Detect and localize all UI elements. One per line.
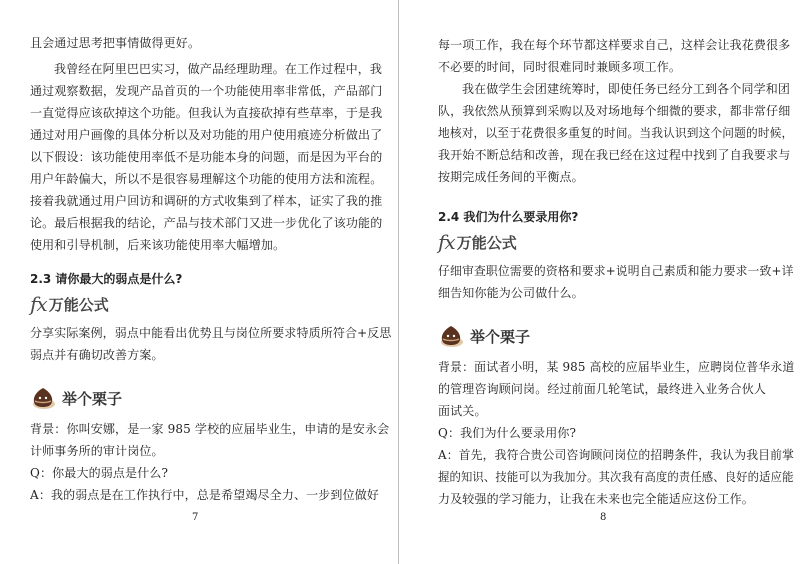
example-line: 握的知识、技能可以为我加分。其次我有高度的责任感、良好的适应能 — [438, 470, 794, 484]
body-line: 每一项工作，我在每个环节都这样要求自己，这样会让我花费很多 — [438, 38, 791, 52]
section-heading: 2.3 请你最大的弱点是什么? — [30, 272, 183, 286]
example-line: 计师事务所的审计岗位。 — [30, 444, 164, 458]
example-label: 举个栗子 — [62, 389, 123, 408]
formula-title — [30, 292, 109, 316]
page-gutter — [398, 0, 399, 564]
example-line: 背景：你叫安娜，是一家 985 学校的应届毕业生，申请的是安永会 — [30, 422, 390, 436]
example-line: 力及较强的学习能力，让我在未来也完全能适应这份工作。 — [438, 492, 754, 506]
body-line: 且会通过思考把事情做得更好。 — [30, 36, 201, 50]
formula-line: 分享实际案例，弱点中能看出优势且与岗位所要求特质所符合+反思 — [30, 326, 392, 340]
body-line: 我开始不断总结和改善，现在我已经在这过程中找到了自我要求与 — [438, 148, 791, 162]
body-line: 接着我就通过用户回访和调研的方式收集到了样本，证实了我的推 — [30, 194, 383, 208]
formula-icon: fx — [30, 292, 47, 316]
example-line: 背景：面试者小明，某 985 高校的应届毕业生，应聘岗位普华永道 — [438, 360, 795, 374]
example-label: 举个栗子 — [470, 327, 531, 346]
body-line: 通过对用户画像的具体分析以及对功能的用户使用痕迹分析做出了 — [30, 128, 383, 142]
right-page — [400, 0, 800, 564]
body-line: 不必要的时间，同时很难同时兼顾多项工作。 — [438, 60, 682, 74]
formula-label: 万能公式 — [456, 233, 517, 252]
section-heading: 2.4 我们为什么要录用你? — [438, 210, 579, 224]
chestnut-icon — [30, 386, 56, 410]
example-line: A：我的弱点是在工作执行中，总是希望竭尽全力、一步到位做好 — [30, 488, 380, 502]
example-line: Q：我们为什么要录用你? — [438, 426, 577, 440]
example-line: 的管理咨询顾问岗。经过前面几轮笔试，最终进入业务合伙人 — [438, 382, 767, 396]
formula-line: 细告知你能为公司做什么。 — [438, 286, 584, 300]
body-line: 队，我依然从预算到采购以及对场地每个细微的要求，都非常仔细 — [438, 104, 791, 118]
body-line: 按期完成任务间的平衡点。 — [438, 170, 584, 184]
example-title — [438, 322, 530, 350]
body-line: 用户年龄偏大，所以不是很容易理解这个功能的使用方法和流程。 — [30, 172, 383, 186]
body-line: 论。最后根据我的结论，产品与技术部门又进一步优化了该功能的 — [30, 216, 383, 230]
body-line: 通过观察数据，发现产品首页的一个功能使用率非常低，产品部门 — [30, 84, 383, 98]
body-line: 我在做学生会团建统筹时，即使任务已经分工到各个同学和团 — [462, 82, 791, 96]
body-line: 一直觉得应该砍掉这个功能。但我认为直接砍掉有些草率，于是我 — [30, 106, 383, 120]
example-line: Q：你最大的弱点是什么? — [30, 466, 169, 480]
chestnut-icon — [438, 324, 464, 348]
formula-line: 仔细审查职位需要的资格和要求+说明自己素质和能力要求一致+详 — [438, 264, 794, 278]
example-line: A：首先，我符合贵公司咨询顾问岗位的招聘条件，我认为我目前掌 — [438, 448, 795, 462]
body-line: 地核对，以至于花费很多重复的时间。当我认识到这个问题的时候， — [438, 126, 794, 140]
page-number: 8 — [600, 512, 607, 523]
example-title — [30, 384, 122, 412]
formula-label: 万能公式 — [48, 295, 109, 314]
body-line: 我曾经在阿里巴巴实习，做产品经理助理。在工作过程中，我 — [54, 62, 383, 76]
body-line: 以下假设：该功能使用率低不是功能本身的问题，而是因为平台的 — [30, 150, 383, 164]
formula-icon: fx — [438, 230, 455, 254]
example-line: 面试关。 — [438, 404, 487, 418]
body-line: 使用和引导机制，后来该功能使用率大幅增加。 — [30, 238, 286, 252]
formula-title — [438, 230, 517, 254]
left-page — [0, 0, 398, 564]
formula-line: 弱点并有确切改善方案。 — [30, 348, 164, 362]
page-number: 7 — [192, 512, 199, 523]
